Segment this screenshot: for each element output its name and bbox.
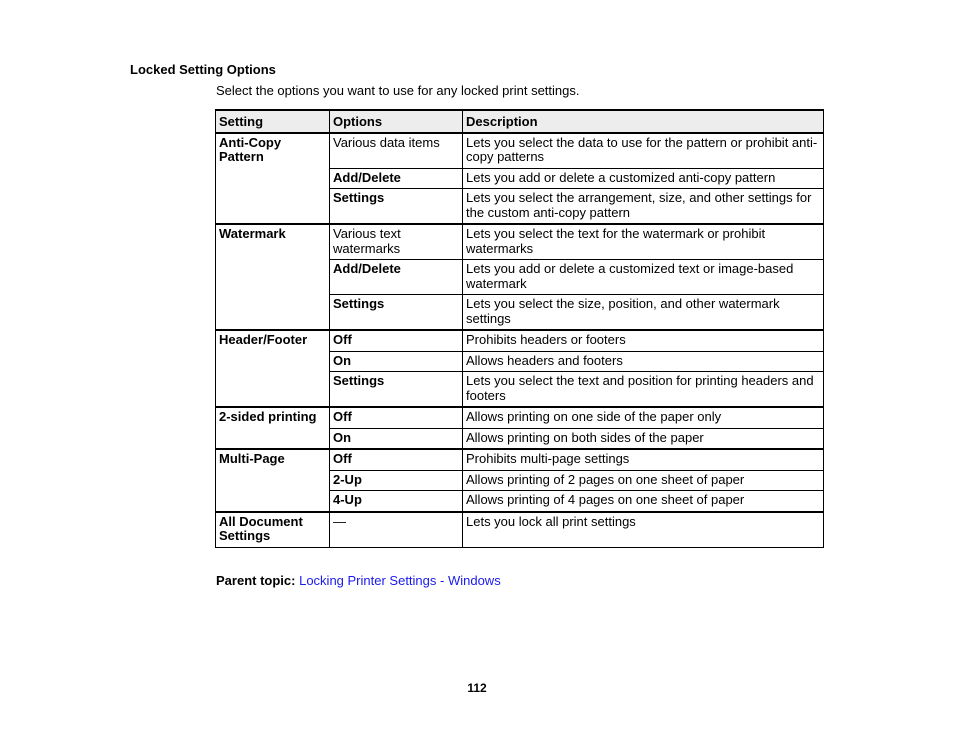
description-cell: Prohibits multi-page settings — [463, 449, 824, 470]
setting-name-cell: Header/Footer — [216, 330, 330, 407]
table-row — [216, 224, 824, 260]
intro-text: Select the options you want to use for any locked print settings. — [216, 83, 580, 98]
header-options: Options — [330, 110, 463, 133]
option-cell: Settings — [330, 295, 463, 331]
option-cell: 4-Up — [330, 491, 463, 512]
option-cell: On — [330, 428, 463, 449]
setting-name-cell: 2-sided printing — [216, 407, 330, 449]
option-cell: Off — [330, 330, 463, 351]
description-cell: Lets you add or delete a customized anti-copy pattern — [463, 168, 824, 189]
description-cell: Allows printing of 4 pages on one sheet of paper — [463, 491, 824, 512]
description-cell: Lets you select the arrangement, size, and other settings for the custom anti-copy pattern — [463, 189, 824, 225]
parent-topic-separator: - — [436, 573, 448, 588]
table-body — [216, 133, 824, 548]
parent-topic-label: Parent topic: — [216, 573, 296, 588]
description-cell: Lets you select the size, position, and other watermark settings — [463, 295, 824, 331]
description-cell: Allows printing on both sides of the paper — [463, 428, 824, 449]
option-cell: Settings — [330, 372, 463, 408]
description-cell: Lets you lock all print settings — [463, 512, 824, 548]
option-cell: Settings — [330, 189, 463, 225]
table-row — [216, 407, 824, 428]
table-row — [216, 512, 824, 548]
header-setting: Setting — [216, 110, 330, 133]
parent-topic — [216, 573, 501, 588]
description-cell: Allows printing on one side of the paper only — [463, 407, 824, 428]
table-header-row — [216, 110, 824, 133]
page-number: 112 — [467, 681, 487, 695]
header-description: Description — [463, 110, 824, 133]
setting-name-cell: All Document Settings — [216, 512, 330, 548]
description-cell: Lets you select the text for the watermark or prohibit watermarks — [463, 224, 824, 260]
locked-settings-table — [215, 109, 824, 548]
option-cell: 2-Up — [330, 470, 463, 491]
section-heading: Locked Setting Options — [130, 62, 276, 77]
table-row — [216, 330, 824, 351]
option-cell: Off — [330, 449, 463, 470]
option-cell: Various data items — [330, 133, 463, 169]
description-cell: Allows headers and footers — [463, 351, 824, 372]
description-cell: Allows printing of 2 pages on one sheet of paper — [463, 470, 824, 491]
setting-name-cell: Watermark — [216, 224, 330, 330]
parent-topic-link-windows[interactable]: Windows — [447, 573, 501, 588]
option-cell: Off — [330, 407, 463, 428]
option-cell: Various text watermarks — [330, 224, 463, 260]
table-row — [216, 133, 824, 169]
setting-name-cell: Anti-Copy Pattern — [216, 133, 330, 225]
option-cell: Add/Delete — [330, 168, 463, 189]
option-cell: On — [330, 351, 463, 372]
setting-name-cell: Multi-Page — [216, 449, 330, 512]
description-cell: Lets you select the text and position for printing headers and footers — [463, 372, 824, 408]
parent-topic-link-locking[interactable]: Locking Printer Settings — [299, 573, 437, 588]
description-cell: Lets you add or delete a customized text or image-based watermark — [463, 260, 824, 295]
description-cell: Lets you select the data to use for the pattern or prohibit anti-copy patterns — [463, 133, 824, 169]
option-cell: Add/Delete — [330, 260, 463, 295]
description-cell: Prohibits headers or footers — [463, 330, 824, 351]
table-row — [216, 449, 824, 470]
option-cell: — — [330, 512, 463, 548]
